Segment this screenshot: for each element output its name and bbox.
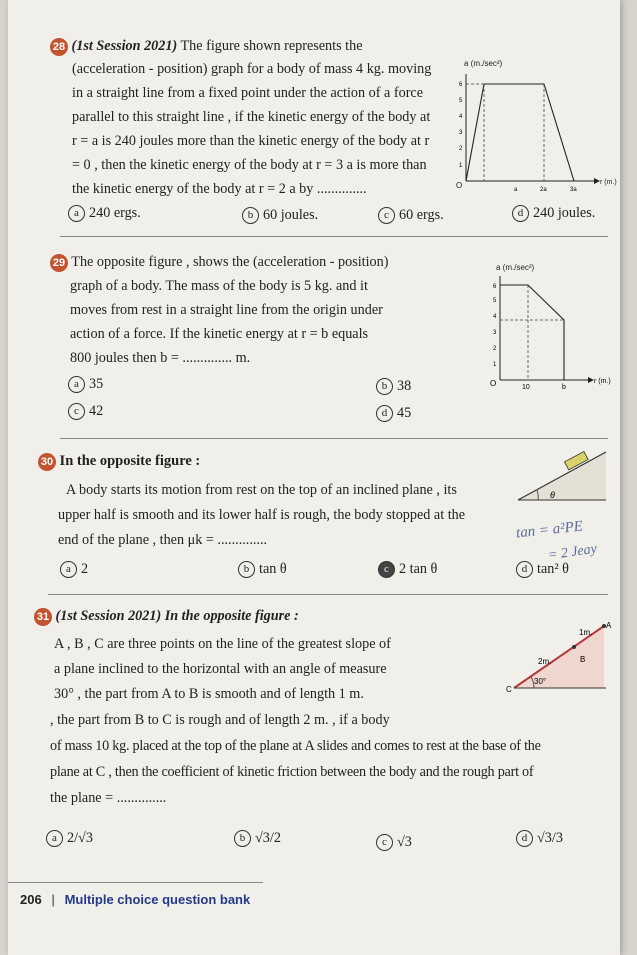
q31-line-6: the plane = .............. [50,790,167,806]
q31-option-a[interactable] [46,830,93,847]
q28-line-1: (acceleration - position) graph for a body of mass 4 kg. moving [72,61,432,77]
q29-option-c-letter: c [68,403,85,420]
q29-graph-ylabel: a (m./sec²) [496,263,535,272]
q31-option-a-letter: a [46,830,63,847]
q29-option-c-text: 42 [89,403,104,419]
divider-2 [60,438,608,439]
q28-line-6: the kinetic energy of the body at r = 2 a by .............. [72,181,367,197]
q31-option-d[interactable] [516,830,563,847]
q28-title-line [50,38,363,56]
q28-graph-line [466,84,574,181]
q30-line-0: A body starts its motion from rest on the top of an inclined plane , its [66,482,457,498]
q28-option-c-letter: c [378,207,395,224]
q30-incline-figure [512,448,612,508]
q31-header: (1st Session 2021) In the opposite figure : [55,608,299,624]
q30-option-a-text: 2 [81,561,89,577]
divider-3 [48,594,608,595]
q28-graph-xlabel: r (m.) [600,179,617,186]
q31-option-b-text: √3/2 [255,830,281,846]
q28-option-d-text: 240 joules. [533,205,596,221]
footer: 206 | Multiple choice question bank [20,892,251,907]
q29-option-a-letter: a [68,376,85,393]
book-page [8,0,620,955]
q29-option-d-letter: d [376,405,393,422]
q30-option-d[interactable] [516,561,569,578]
q30-option-b[interactable] [238,561,287,578]
q30-option-a-letter: a [60,561,77,578]
q28-graph-ylabel: a (m./sec²) [464,59,503,68]
q30-option-d-text: tan² θ [537,561,569,577]
q29-graph-xlabel: r (m.) [594,378,611,385]
q31-line-4: of mass 10 kg. placed at the top of the plane at A slides and comes to rest at the base of the [50,738,541,754]
q31-ab-length: 1m. [579,628,593,637]
q29-option-b[interactable] [376,378,411,395]
q28-xtick-3a: 3a [570,187,577,193]
q31-point-A: A [606,621,612,630]
q30-line-1: upper half is smooth and its lower half is rough, the body stopped at the [58,507,466,523]
q28-option-a-letter: a [68,205,85,222]
footer-rule [8,882,263,883]
q31-angle-label: 30° [534,677,547,686]
q28-option-c-text: 60 ergs. [399,207,444,223]
q29-option-d-text: 45 [397,405,412,421]
q30-option-c-text: 2 tan θ [399,561,438,577]
q30-header: In the opposite figure : [59,453,201,469]
q28-graph-origin: O [456,181,463,190]
q31-option-a-text: 2/√3 [67,830,93,846]
q28-number-badge: 28 [50,38,68,56]
q30-option-b-text: tan θ [259,561,287,577]
q29-graph [478,258,613,393]
q28-option-b-text: 60 joules. [263,207,319,223]
q30-option-a[interactable] [60,561,88,578]
q28-ytick-3: 3 [459,130,463,136]
q31-option-c[interactable] [376,834,412,851]
q28-header: (1st Session 2021) [71,38,178,54]
q29-line-3: action of a force. If the kinetic energy at r = b equals [70,326,369,342]
q28-graph [444,56,617,193]
q31-option-d-text: √3/3 [537,830,563,846]
q29-option-d[interactable] [376,405,411,422]
q29-number-badge: 29 [50,254,68,272]
q31-number-badge: 31 [34,608,52,626]
q29-option-a[interactable] [68,376,103,393]
q29-option-c[interactable] [68,403,103,420]
q28-ytick-4: 4 [459,114,463,120]
book-title: Multiple choice question bank [64,892,251,907]
q31-line-2: 30° , the part from A to B is smooth and of length 1 m. [54,686,364,702]
q31-bc-length: 2m. [538,657,552,666]
q29-graph-line [500,285,564,380]
q29-ytick-1: 1 [493,362,497,368]
q31-title-line [34,608,299,626]
q29-ytick-4: 4 [493,314,497,320]
q30-line-2: end of the plane , then μk = .............. [58,532,268,548]
q28-line-2: in a straight line from a fixed point under the action of a force [72,85,424,101]
q30-title-line [38,453,200,471]
divider-1 [60,236,608,237]
q28-xtick-a: a [514,187,518,193]
q31-line-3: , the part from B to C is rough and of length 2 m. , if a body [50,712,390,728]
q28-xtick-2a: 2a [540,187,547,193]
q28-line-5: = 0 , then the kinetic energy of the body at r = 3 a is more than [72,157,427,173]
q28-option-d-letter: d [512,205,529,222]
q28-option-b-letter: b [242,207,259,224]
q29-line-2: moves from rest in a straight line from the origin under [70,302,383,318]
q31-line-5: plane at C , then the coefficient of kinetic friction between the body and the rough part of [50,764,534,780]
q28-option-a-text: 240 ergs. [89,205,141,221]
q31-incline-figure [506,618,612,696]
q30-number-badge: 30 [38,453,56,471]
q31-option-b-letter: b [234,830,251,847]
q31-option-c-letter: c [376,834,393,851]
q29-graph-origin: O [490,379,497,388]
q30-handwriting-2: = 2 Jeay [547,541,598,564]
q31-option-d-letter: d [516,830,533,847]
q31-point-C: C [506,685,512,694]
q29-ytick-5: 5 [493,298,497,304]
q28-ytick-2: 2 [459,146,463,152]
q31-option-c-text: √3 [397,834,412,850]
q28-line-3: parallel to this straight line , if the kinetic energy of the body at [72,109,431,125]
q30-option-d-letter: d [516,561,533,578]
q28-line-4: r = a is 240 joules more than the kinetic energy of the body at r [72,133,430,149]
q29-ytick-3: 3 [493,330,497,336]
q29-line-1: graph of a body. The mass of the body is 5 kg. and it [70,278,368,294]
q30-angle-label: θ [550,490,555,500]
q29-title-line [50,254,388,272]
q28-option-b[interactable] [242,207,318,224]
q28-line-0: The figure shown represents the [180,38,363,54]
q31-point-B: B [580,655,586,664]
page-number: 206 [20,892,42,907]
q29-ytick-2: 2 [493,346,497,352]
q29-option-a-text: 35 [89,376,104,392]
q30-option-c-letter: c [378,561,395,578]
q28-option-d[interactable] [512,205,595,222]
q31-line-1: a plane inclined to the horizontal with an angle of measure [54,661,387,677]
q28-ytick-5: 5 [459,98,463,104]
q28-ytick-1: 1 [459,163,463,169]
q31-line-0: A , B , C are three points on the line of the greatest slope of [54,636,391,652]
q29-ytick-6: 6 [493,284,497,290]
q28-ytick-6: 6 [459,82,463,88]
q29-xtick-b: b [562,384,566,391]
q29-xtick-10: 10 [522,384,530,391]
q31-option-b[interactable] [234,830,281,847]
q30-option-c[interactable] [378,561,437,578]
q30-option-b-letter: b [238,561,255,578]
q29-option-b-text: 38 [397,378,412,394]
q28-option-a[interactable] [68,205,141,222]
q29-option-b-letter: b [376,378,393,395]
q30-handwriting-1: tan = a²PE [515,518,584,542]
q28-option-c[interactable] [378,207,444,224]
q29-line-4: 800 joules then b = .............. m. [70,350,251,366]
q29-line-0: The opposite figure , shows the (acceleration - position) [71,254,389,270]
